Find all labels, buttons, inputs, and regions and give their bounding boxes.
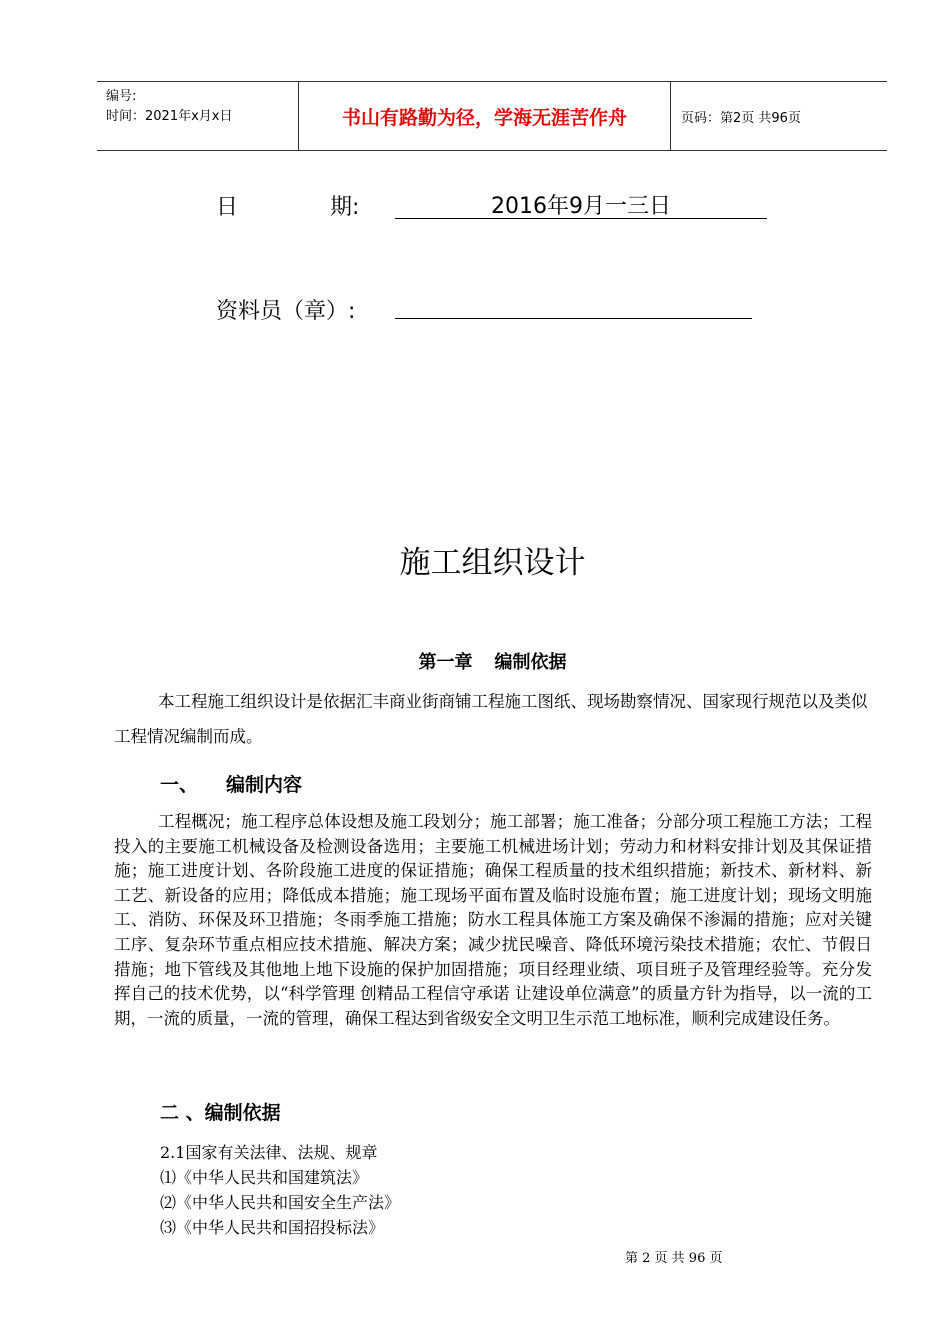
section-2-heading: 二 、编制依据: [160, 1102, 281, 1124]
motto: 书山有路勤为径，学海无涯苦作舟: [299, 82, 671, 150]
section-1-heading: [160, 770, 302, 797]
chapter-heading: [0, 648, 950, 674]
time-label: 时间：2021年x月x日: [106, 109, 233, 124]
list-item: ⑶《中华人民共和国招投标法》: [160, 1218, 385, 1237]
header-meta-cell: [97, 82, 299, 150]
chapter-name: 编制依据: [494, 652, 567, 673]
date-label-part-2: 期:: [330, 195, 360, 220]
date-value: 2016年9月一三日: [395, 189, 767, 219]
document-title: 施工组织设计: [399, 545, 586, 581]
section-1-title: 编制内容: [226, 774, 303, 796]
clerk-label: 资料员（章）:: [216, 299, 356, 324]
list-item: 2.1国家有关法律、法规、规章: [160, 1143, 378, 1162]
list-item: ⑵《中华人民共和国安全生产法》: [160, 1193, 401, 1212]
section-1-body: 工程概况；施工程序总体设想及施工段划分；施工部署；施工准备；分部分项工程施工方法；工程投入的主要施工机械设备及检测设备选用；主要施工机械进场计划；劳动力和材料安排计划及其保证措施；施工进度计划、各阶段施工进度的保证措施；确保工程质量的技术组织措施；新技术、新材料、新工艺、新设备的应用；降低成本措施；施工现场平面布置及临时设施布置；施工进度计划；现场文明施工、消防、环保及环卫措施；冬雨季施工措施；防水工程具体施工方案及确保不渗漏的措施；应对关键工序、复杂环节重点相应技术措施、解决方案；减少扰民噪音、降低环境污染技术措施；农忙、节假日措施；地下管线及其他地上地下设施的保护加固措施；项目经理业绩、项目班子及管理经验等。充分发挥自己的技术优势，以“科学管理 创精品工程信守承诺 让建设单位满意”的质量方针为指导，以一流的工期，一流的质量，一流的管理，确保工程达到省级安全文明卫生示范工地标准，顺利完成建设任务。: [114, 812, 872, 1028]
intro-paragraph: 本工程施工组织设计是依据汇丰商业街商铺工程施工图纸、现场勘察情况、国家现行规范以及类似工程情况编制而成。: [114, 692, 868, 746]
page-footer: 第 2 页 共 96 页: [625, 1251, 723, 1266]
date-label-part-1: 日: [216, 195, 239, 220]
serial-label: 编号:: [106, 89, 137, 104]
page-header: [97, 81, 887, 151]
page-code: 页码：第2页 共96页: [681, 110, 801, 126]
chapter-number: 第一章: [418, 652, 473, 673]
date-label: [216, 190, 359, 221]
clerk-signature-line: [395, 318, 752, 319]
section-1-number: 一、: [160, 774, 199, 796]
list-item: ⑴《中华人民共和国建筑法》: [160, 1168, 369, 1187]
basis-list: [160, 1140, 400, 1240]
